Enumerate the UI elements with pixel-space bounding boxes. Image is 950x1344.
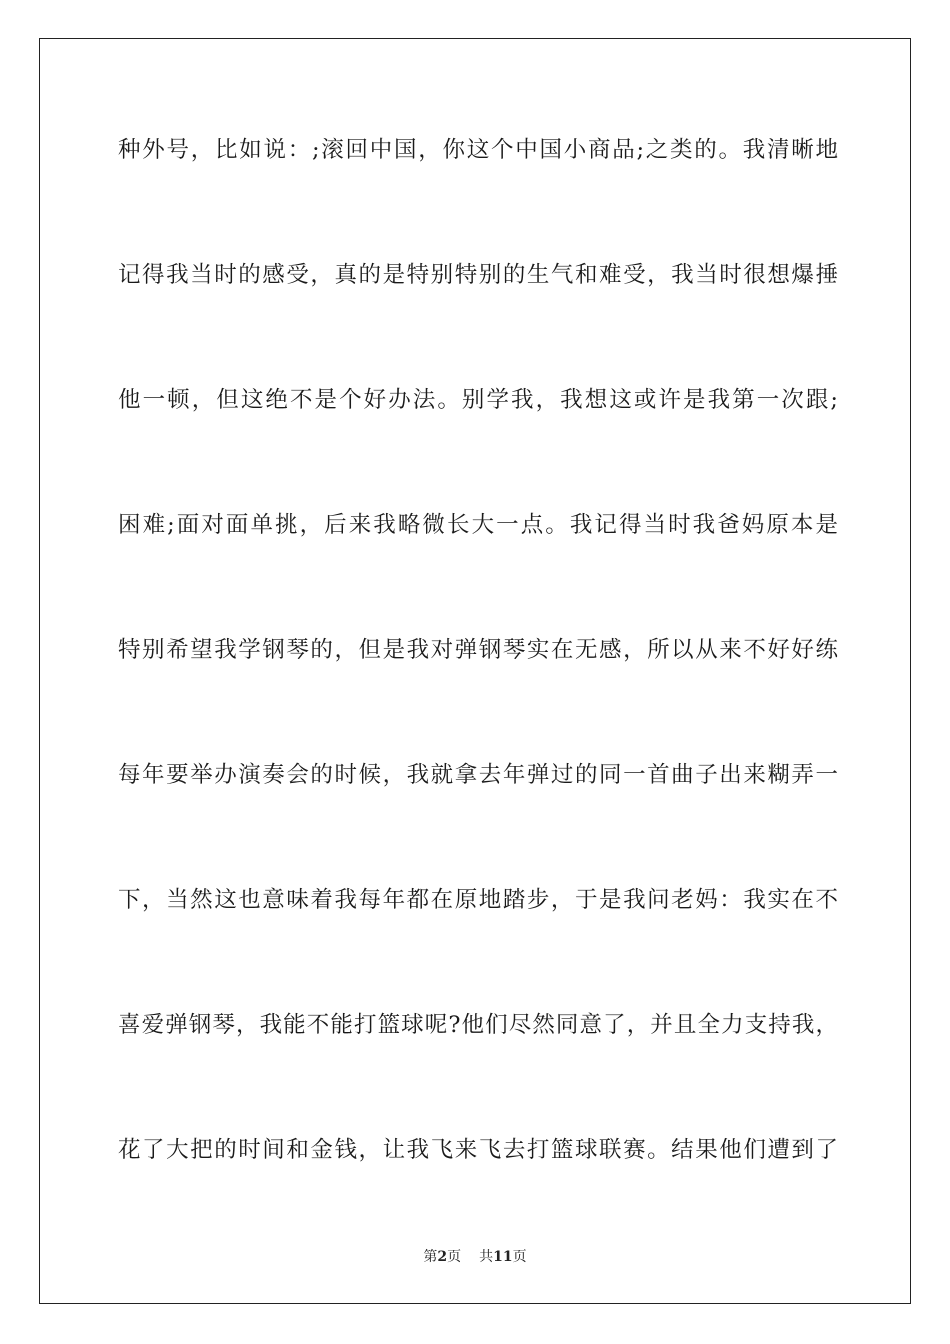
total-prefix: 共 bbox=[479, 1249, 494, 1265]
text-line-8: 喜爱弹钢琴，我能不能打篮球呢?他们尽然同意了，并且全力支持我， bbox=[118, 1012, 838, 1038]
text-line-3: 他一顿，但这绝不是个好办法。别学我，我想这或许是我第一次跟; bbox=[118, 387, 838, 413]
text-line-2: 记得我当时的感受，真的是特别特别的生气和难受，我当时很想爆捶 bbox=[118, 262, 838, 288]
page-suffix: 页 bbox=[447, 1249, 462, 1265]
page-prefix: 第 bbox=[423, 1249, 438, 1265]
text-line-9: 花了大把的时间和金钱，让我飞来飞去打篮球联赛。结果他们遭到了 bbox=[118, 1137, 838, 1163]
page-number: 2 bbox=[437, 1249, 448, 1265]
document-body bbox=[118, 128, 838, 1253]
text-line-1: 种外号，比如说：;滚回中国，你这个中国小商品;之类的。我清晰地 bbox=[118, 137, 838, 163]
total-suffix: 页 bbox=[512, 1249, 527, 1265]
text-line-4: 困难;面对面单挑，后来我略微长大一点。我记得当时我爸妈原本是 bbox=[118, 512, 838, 538]
text-line-6: 每年要举办演奏会的时候，我就拿去年弹过的同一首曲子出来糊弄一 bbox=[118, 762, 838, 788]
total-pages: 11 bbox=[493, 1249, 513, 1265]
text-line-7: 下，当然这也意味着我每年都在原地踏步，于是我问老妈：我实在不 bbox=[118, 887, 838, 913]
text-line-5: 特别希望我学钢琴的，但是我对弹钢琴实在无感，所以从来不好好练 bbox=[118, 637, 838, 663]
page-footer bbox=[0, 1247, 950, 1267]
